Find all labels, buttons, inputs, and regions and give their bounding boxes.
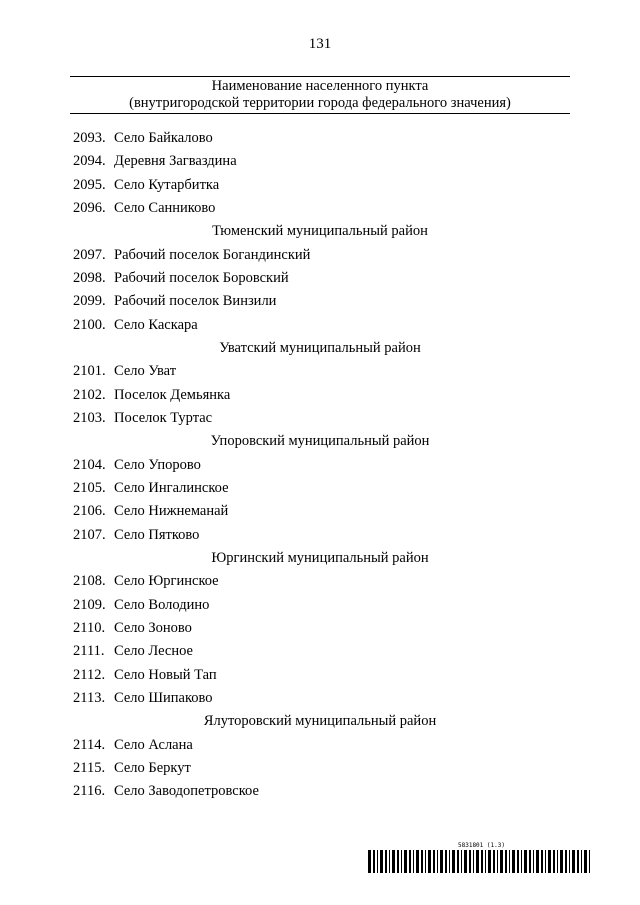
item-number: 2097. [73,246,106,263]
list-item [0,617,640,640]
item-number: 2103. [73,409,106,426]
table-header [70,78,570,112]
district-heading [0,547,640,570]
settlement-name: Рабочий поселок Боровский [114,269,289,286]
district-name: Упоровский муниципальный район [210,433,430,450]
district-name: Уватский муниципальный район [219,339,421,356]
settlement-name: Деревня Загваздина [114,153,237,170]
barcode-block [368,842,590,873]
district-heading [0,337,640,360]
settlement-name: Село Юргинское [114,573,219,590]
barcode-image [368,850,590,873]
item-number: 2116. [73,783,106,800]
item-number: 2109. [73,596,106,613]
settlement-name: Село Каскара [114,316,198,333]
list-item [0,757,640,780]
list-item [0,384,640,407]
item-number: 2108. [73,573,106,590]
item-number: 2098. [73,269,106,286]
item-number: 2113. [73,689,106,706]
list-item [0,640,640,663]
settlement-name: Село Уват [114,363,177,380]
list-item [0,477,640,500]
item-number: 2102. [73,386,106,403]
header-bottom-rule [70,113,570,114]
settlement-name: Село Нижнеманай [114,503,229,520]
district-heading [0,220,640,243]
district-name: Юргинский муниципальный район [211,549,429,566]
header-line-1: Наименование населенного пункта [211,78,429,94]
item-number: 2110. [73,619,106,636]
list-item [0,500,640,523]
list-item [0,570,640,593]
list-item [0,127,640,150]
list-item [0,594,640,617]
item-number: 2096. [73,199,106,216]
list-item [0,687,640,710]
settlement-name: Село Ингалинское [114,479,229,496]
district-name: Тюменский муниципальный район [212,223,428,240]
list-item [0,454,640,477]
list-item [0,664,640,687]
item-number: 2101. [73,363,106,380]
header-line-2: (внутригородской территории города федерального значения) [129,95,511,111]
list-item [0,407,640,430]
item-number: 2099. [73,293,106,310]
settlement-list [0,127,640,804]
settlement-name: Село Заводопетровское [114,783,259,800]
item-number: 2093. [73,130,106,146]
settlement-name: Село Упорово [114,456,201,473]
item-number: 2111. [73,643,105,660]
district-heading [0,710,640,733]
settlement-name: Село Аслана [114,736,193,753]
settlement-name: Поселок Демьянка [114,386,231,403]
item-number: 2095. [73,176,106,193]
page-number: 131 [308,36,332,52]
header-top-rule [70,76,570,77]
list-item [0,360,640,383]
item-number: 2094. [73,153,106,170]
settlement-name: Село Шипаково [114,689,213,706]
list-item [0,244,640,267]
settlement-name: Село Кутарбитка [114,176,220,193]
list-item [0,314,640,337]
settlement-name: Село Зоново [114,619,192,636]
list-item [0,734,640,757]
list-item [0,524,640,547]
list-item [0,174,640,197]
settlement-name: Село Новый Тап [114,666,217,683]
item-number: 2114. [73,736,106,753]
item-number: 2100. [73,316,106,333]
list-item [0,197,640,220]
list-item [0,780,640,803]
district-name: Ялуторовский муниципальный район [203,713,437,730]
settlement-name: Село Санниково [114,199,216,216]
settlement-name: Рабочий поселок Винзили [114,293,277,310]
item-number: 2115. [73,759,106,776]
settlement-name: Рабочий поселок Богандинский [114,246,311,263]
item-number: 2105. [73,479,106,496]
list-item [0,150,640,173]
barcode-caption: 5831801 (1.3) [458,842,505,849]
settlement-name: Село Беркут [114,759,191,776]
item-number: 2107. [73,526,106,543]
settlement-name: Село Байкалово [114,130,213,146]
list-item [0,290,640,313]
settlement-name: Село Пятково [114,526,200,543]
item-number: 2106. [73,503,106,520]
district-heading [0,430,640,453]
settlement-name: Поселок Туртас [114,409,213,426]
item-number: 2112. [73,666,106,683]
list-item [0,267,640,290]
settlement-name: Село Лесное [114,643,193,660]
settlement-name: Село Володино [114,596,210,613]
item-number: 2104. [73,456,106,473]
